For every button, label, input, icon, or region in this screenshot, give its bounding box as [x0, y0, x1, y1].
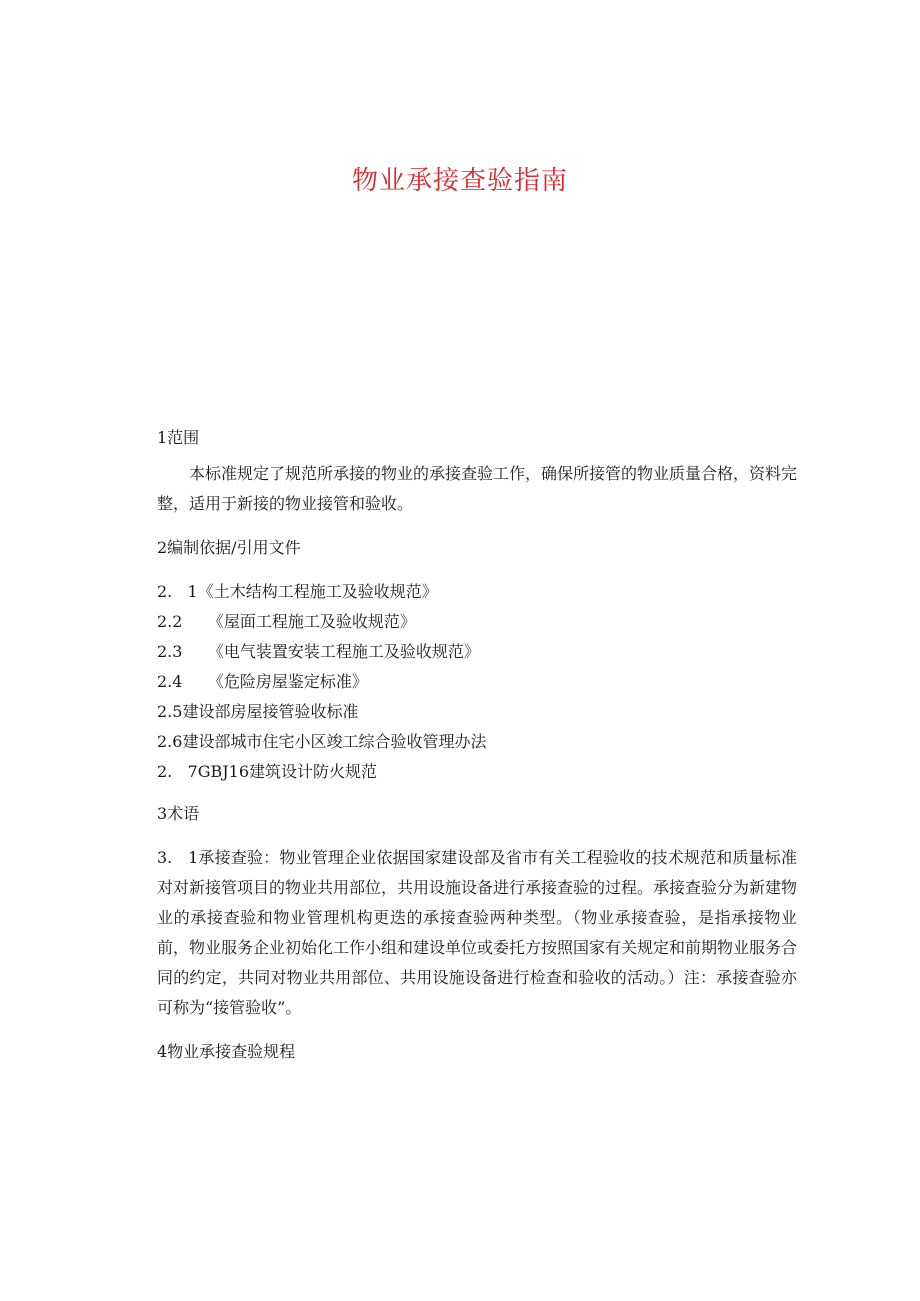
list-item: 2.5建设部房屋接管验收标准	[157, 702, 359, 721]
list-item: 2.3 《电气装置安装工程施工及验收规范》	[157, 642, 480, 661]
list-item: 2. 7GBJ16建筑设计防火规范	[157, 762, 378, 781]
section-heading-scope: 1范围	[157, 428, 200, 447]
section-paragraph-terms: 3. 1承接查验：物业管理企业依据国家建设部及省市有关工程验收的技术规范和质量标准对对新接管项目的物业共用部位，共用设施设备进行承接查验的过程。承接查验分为新建物业的承接查验和物业管理机构更迭的承接查验两种类型。（物业承接查验，是指承接物业前，物业服务企业初始化工作小组和建设单位或委托方按照国家有关规定和前期物业服务合同的约定，共同对物业共用部位、共用设施设备进行检查和验收的活动。）注：承接查验亦可称为“接管验收”。	[157, 848, 798, 1017]
section-heading-terms: 3术语	[157, 804, 200, 823]
reference-list	[157, 577, 797, 787]
list-item: 2.6建设部城市住宅小区竣工综合验收管理办法	[157, 732, 487, 751]
list-item: 2.2 《屋面工程施工及验收规范》	[157, 612, 416, 631]
section-paragraph-scope: 本标准规定了规范所承接的物业的承接查验工作，确保所接管的物业质量合格，资料完整，适用于新接的物业接管和验收。	[157, 464, 798, 513]
list-item: 2.4 《危险房屋鉴定标准》	[157, 672, 368, 691]
section-heading-procedure: 4物业承接查验规程	[157, 1042, 296, 1061]
document-body	[157, 423, 797, 1073]
section-heading-references: 2编制依据/引用文件	[157, 538, 301, 557]
document-title: 物业承接查验指南	[351, 166, 568, 196]
list-item: 2. 1《土木结构工程施工及验收规范》	[157, 582, 438, 601]
